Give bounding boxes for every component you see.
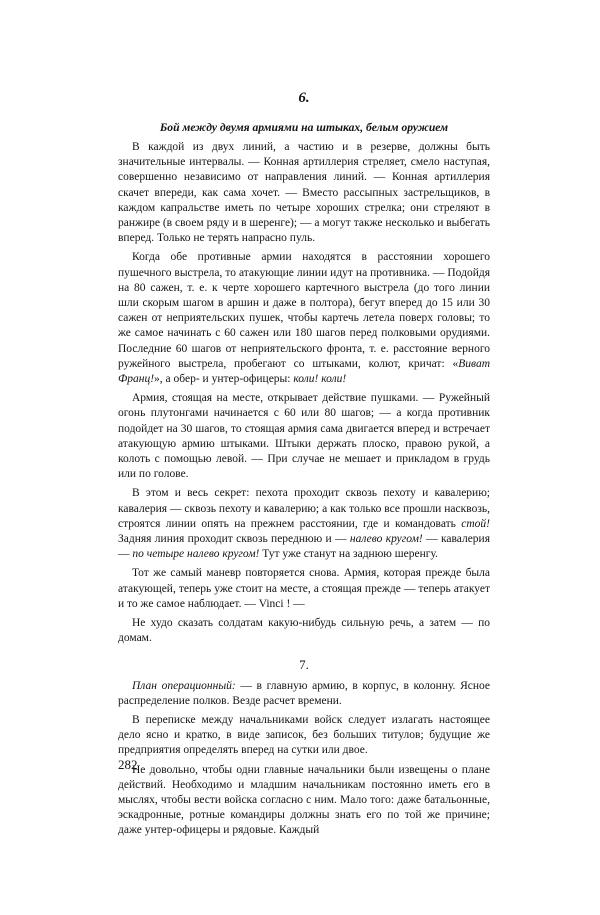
paragraph <box>118 679 490 709</box>
paragraph <box>118 763 490 839</box>
section-number-7: 7. <box>299 656 309 672</box>
section-title: Бой между двумя армиями на штыках, белым оружием <box>159 121 449 134</box>
text-run: Не довольно, чтобы одни главные начальники были извещены о плане действий. Необходимо и младшим начальникам постоянно иметь его в мыслях, чтобы вести войска согласно с ним. Мало того: даже батальонные, эскадронные, ротные командиры должны знать его по той же причине; даже унтер-офицеры и рядовые. Каждый <box>118 763 490 837</box>
text-run: Тут уже станут на заднюю шеренгу. <box>259 548 438 561</box>
paragraph <box>118 391 490 482</box>
italic-run: стой! <box>461 517 490 530</box>
paragraph <box>118 250 490 387</box>
text-run: В этом и весь секрет: пехота проходит сквозь пехоту и кавалерию; кавалерия — сквозь пехоту и кавалерию; а как только все прошли насквозь, строятся линии опять на прежнем расстоянии, где и командовать <box>118 487 490 530</box>
italic-run: План операционный: <box>132 679 236 692</box>
italic-run: по четыре налево кругом! <box>132 548 260 561</box>
section-6-body <box>118 140 490 647</box>
text-run: В переписке между начальниками войск следует излагать настоящее дело ясно и кратко, в виде записок, без больших титулов; будущие же предприятия определять вперед на сутки или двое. <box>118 713 490 757</box>
italic-run: Виват Франц! <box>118 357 490 386</box>
italic-run: коли! коли! <box>293 373 347 386</box>
text-run: Задняя линия проходит сквозь переднюю и — <box>118 533 350 546</box>
paragraph <box>118 486 490 562</box>
paragraph <box>118 616 490 646</box>
section-number-6: 6. <box>298 90 310 106</box>
text-run: Когда обе противные армии находятся в расстоянии хорошего пушечного выстрела, то атакующие линии идут на противника. — Подойдя на 80 сажен, т. е. к черте хорошего картечного выстрела (до того линии шли скорым шагом в аршин и даже в полтора), бегут вперед до 15 или 30 сажен от неприятельских пушек, чтобы картечь летела поверх головы; то же самое начинать с 60 сажен или 180 шагов перед полковыми орудиями. Последние 60 шагов от неприятельского фронта, т. е. расстояние верного ружейного выстрела, пробегают со штыками, колют, кричат: « <box>118 251 490 370</box>
paragraph <box>118 140 490 246</box>
text-run: В каждой из двух линий, а частию и в резерве, должны быть значительные интервалы. — Конная артиллерия стреляет, смело наступая, совершенно независимо от направления линий. — Конная артиллерия скачет впереди, как сама хочет. — Вместо рассыпных застрельщиков, в каждом капральстве иметь по четыре хороших стрелка; они стреляют в ранжире (в своем ряду и в шеренге); — а могут также несколько и выбегать вперед. Только не терять напрасно пуль. <box>118 141 490 245</box>
text-run: Не худо сказать солдатам какую-нибудь сильную речь, а затем — по домам. <box>118 617 490 645</box>
paragraph <box>118 713 490 759</box>
page-number: 282 <box>118 757 138 772</box>
italic-run: налево кругом! <box>349 533 423 546</box>
text-run: », а обер- и унтер-офицеры: <box>154 373 294 386</box>
text-run: — в главную армию, в корпус, в колонну. Ясное распределение полков. Везде расчет времени. <box>118 679 490 707</box>
text-run: Армия, стоящая на месте, открывает действие пушками. — Ружейный огонь плутонгами начинается с 60 или 80 шагов; — а когда противник подойдет на 30 шагов, то стоящая армия сама двигается вперед и встречает атакующую армию штыками. Штыки держать плоско, правою рукой, а колоть с помощью левой. — При случае не мешает и прикладом в грудь или по голове. <box>118 392 490 481</box>
section-7-body <box>118 679 490 839</box>
paragraph <box>118 566 490 612</box>
text-run: Тот же самый маневр повторяется снова. Армия, которая прежде была атакующей, теперь уже стоит на месте, а стоящая прежде — теперь атакует и то же самое наблюдает. — Vinci ! — <box>118 567 490 610</box>
text-run: — кавалерия — <box>118 533 491 561</box>
page-content <box>118 90 490 843</box>
